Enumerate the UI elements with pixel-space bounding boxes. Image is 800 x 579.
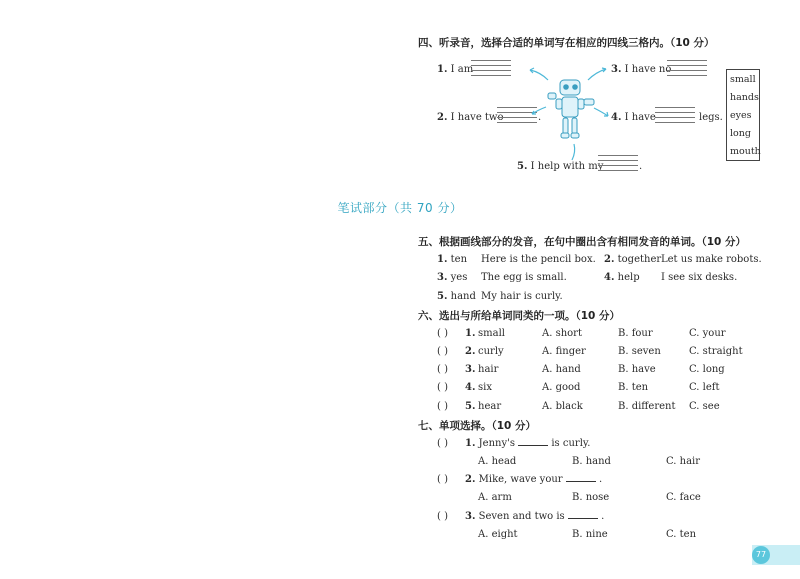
option-c: C. straight <box>689 346 743 357</box>
option-b: B. hand <box>572 456 611 467</box>
question-text: Mike, wave your <box>478 474 563 485</box>
option-c: C. see <box>689 401 720 412</box>
option-a: A. black <box>542 401 583 412</box>
question-number: 4. <box>465 382 476 393</box>
word-bank-item: mouth <box>730 146 761 157</box>
option-a: A. arm <box>478 492 512 503</box>
answer-parenthesis[interactable]: ( ) <box>437 364 448 375</box>
question-text-end: . <box>598 474 603 485</box>
arrow-to-item-1 <box>530 70 548 80</box>
given-word: small <box>478 328 505 339</box>
option-b: B. four <box>618 328 653 339</box>
phonics-sentence-1: Here is the pencil box. <box>481 254 596 265</box>
answer-parenthesis[interactable]: ( ) <box>437 438 448 449</box>
listen-item-5: 5. I help with my <box>517 161 604 172</box>
question-text-end: . <box>601 511 605 522</box>
four-line-grid-1[interactable] <box>471 60 511 77</box>
arrow-to-item-3 <box>588 69 606 80</box>
given-word: hear <box>478 401 502 412</box>
option-c: C. face <box>666 492 701 503</box>
robot-illustration <box>520 62 620 162</box>
given-word: hair <box>478 364 499 375</box>
phonics-sentence-4: I see six desks. <box>661 272 738 283</box>
option-a: A. finger <box>542 346 586 357</box>
listen-item-2: 2. I have two <box>437 112 504 123</box>
option-c: C. your <box>689 328 726 339</box>
phonics-sentence-5: My hair is curly. <box>481 291 563 302</box>
option-c: C. hair <box>666 456 701 467</box>
question-number: 5. <box>465 401 476 412</box>
listen-item-1: 1. I am <box>437 64 474 75</box>
option-b: B. nose <box>572 492 610 503</box>
question-text: Jenny's <box>478 438 515 449</box>
listen-item-4: 4. I have <box>611 112 656 123</box>
question-text-end: is curly. <box>551 438 591 449</box>
question-number: 3. <box>465 511 476 522</box>
question-number: 2. <box>465 346 476 357</box>
phonics-sentence-3: The egg is small. <box>481 272 567 283</box>
option-b: B. different <box>618 401 676 412</box>
answer-blank[interactable] <box>566 473 596 482</box>
phonics-sentence-2: Let us make robots. <box>661 254 762 265</box>
question-stem <box>465 437 590 450</box>
section-7-title: 七、单项选择。（10 分） <box>418 420 537 432</box>
answer-blank[interactable] <box>518 437 548 446</box>
arrow-to-item-4 <box>594 108 608 116</box>
option-a: A. good <box>542 382 581 393</box>
phonics-item-2: 2. together <box>604 254 662 265</box>
option-a: A. hand <box>542 364 581 375</box>
question-text: Seven and two is <box>478 511 565 522</box>
answer-parenthesis[interactable]: ( ) <box>437 401 448 412</box>
written-part-title: 笔试部分（共 70 分） <box>337 201 463 215</box>
option-b: B. have <box>618 364 656 375</box>
four-line-grid-4[interactable] <box>655 107 695 124</box>
arrow-to-item-5 <box>572 144 575 160</box>
word-bank-item: eyes <box>730 110 752 121</box>
option-c: C. ten <box>666 529 697 540</box>
question-number: 1. <box>465 438 476 449</box>
arrow-to-item-2 <box>532 107 546 114</box>
question-stem <box>465 510 604 523</box>
section-4-title: 四、听录音，选择合适的单词写在相应的四线三格内。（10 分） <box>418 37 715 49</box>
answer-parenthesis[interactable]: ( ) <box>437 382 448 393</box>
listen-item-2-period: . <box>538 112 542 123</box>
question-number: 3. <box>465 364 476 375</box>
word-bank-item: small <box>730 74 756 85</box>
word-bank-item: long <box>730 128 751 139</box>
listen-item-5-after: . <box>639 161 643 172</box>
option-b: B. seven <box>618 346 661 357</box>
answer-parenthesis[interactable]: ( ) <box>437 511 448 522</box>
phonics-item-1: 1. ten <box>437 254 468 265</box>
option-c: C. left <box>689 382 720 393</box>
section-6-title: 六、选出与所给单词同类的一项。（10 分） <box>418 310 621 322</box>
listen-item-3: 3. I have no <box>611 64 672 75</box>
option-a: A. eight <box>478 529 518 540</box>
question-number: 1. <box>465 328 476 339</box>
option-a: A. short <box>542 328 582 339</box>
phonics-item-4: 4. help <box>604 272 640 283</box>
word-bank <box>726 69 760 161</box>
answer-blank[interactable] <box>568 510 598 519</box>
four-line-grid-3[interactable] <box>667 60 707 77</box>
question-stem <box>465 473 602 486</box>
page-number: 77 <box>752 546 770 564</box>
option-b: B. ten <box>618 382 649 393</box>
answer-parenthesis[interactable]: ( ) <box>437 346 448 357</box>
phonics-item-3: 3. yes <box>437 272 468 283</box>
word-bank-item: hands <box>730 92 759 103</box>
listen-item-4-after: legs. <box>699 112 723 123</box>
given-word: six <box>478 382 492 393</box>
given-word: curly <box>478 346 504 357</box>
option-a: A. head <box>478 456 517 467</box>
phonics-item-5: 5. hand <box>437 291 476 302</box>
answer-parenthesis[interactable]: ( ) <box>437 328 448 339</box>
question-number: 2. <box>465 474 476 485</box>
answer-parenthesis[interactable]: ( ) <box>437 474 448 485</box>
option-b: B. nine <box>572 529 608 540</box>
option-c: C. long <box>689 364 725 375</box>
section-5-title: 五、根据画线部分的发音，在句中圈出含有相同发音的单词。（10 分） <box>418 236 747 248</box>
